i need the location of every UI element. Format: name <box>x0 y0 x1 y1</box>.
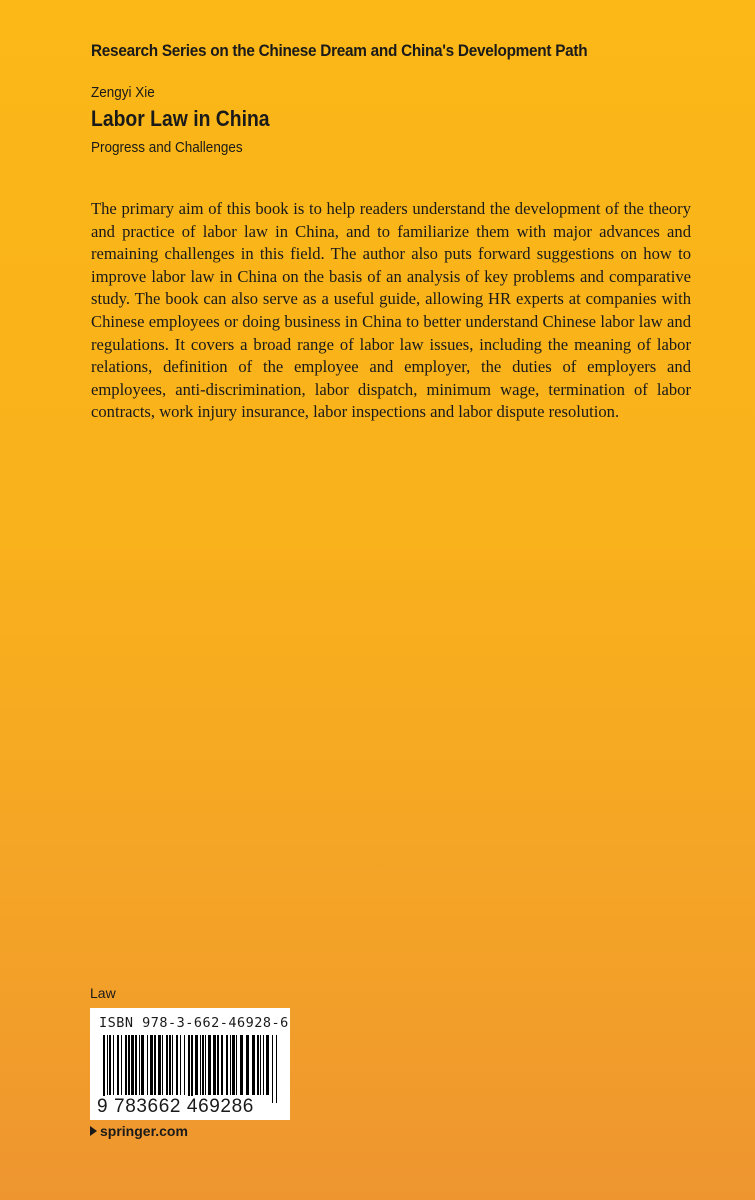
barcode-bar <box>236 1035 237 1095</box>
barcode-bar <box>135 1035 137 1095</box>
barcode-block <box>90 1008 290 1120</box>
barcode-bar <box>117 1035 119 1095</box>
barcode-bar <box>217 1035 219 1095</box>
barcode-bar <box>176 1035 178 1095</box>
barcode-bar <box>113 1035 114 1095</box>
publisher-link-label: springer.com <box>100 1123 188 1139</box>
barcode-bar <box>169 1035 171 1095</box>
barcode-bar <box>252 1035 255 1095</box>
barcode-bar <box>232 1035 235 1095</box>
barcode-bar <box>230 1035 231 1095</box>
barcode-bar <box>141 1035 144 1095</box>
barcode-icon <box>101 1035 281 1103</box>
barcode-bar <box>125 1035 127 1095</box>
barcode-bar <box>208 1035 211 1095</box>
barcode-bar <box>154 1035 156 1095</box>
barcode-bar <box>162 1035 163 1095</box>
arrow-right-icon <box>90 1126 97 1136</box>
ean-digits: 9 783662 469286 <box>97 1096 254 1117</box>
book-description: The primary aim of this book is to help readers understand the development of the theory and practice of labor law in China, and to familiarize them with major advances and remaining challenges in this field. The author also puts forward suggestions on how to improve labor law in China on the basis of an analysis of key problems and comparative study. The book can also serve as a useful guide, allowing HR experts at companies with Chinese employees or doing business in China to better understand Chinese labor law and regulations. It covers a broad range of labor law issues, including the meaning of labor relations, definition of the employee and employer, the duties of employers and employees, anti-discrimination, labor dispatch, minimum wage, termination of labor contracts, work injury insurance, labor inspections and labor dispute resolution. <box>91 199 691 422</box>
barcode-bar <box>240 1035 243 1095</box>
barcode-bar <box>128 1035 130 1095</box>
barcode-bar <box>263 1035 264 1095</box>
barcode-bar <box>103 1035 105 1103</box>
barcode-bar <box>121 1035 122 1095</box>
barcode-bar <box>172 1035 173 1095</box>
barcode-bar <box>188 1035 190 1103</box>
author-name: Zengyi Xie <box>91 84 155 101</box>
barcode-bar <box>150 1035 153 1095</box>
barcode-bar <box>107 1035 108 1095</box>
subject-category: Law <box>90 985 116 1001</box>
barcode-bar <box>180 1035 181 1095</box>
barcode-bar <box>260 1035 261 1095</box>
series-title: Research Series on the Chinese Dream and China's Development Path <box>91 42 588 60</box>
publisher-link[interactable] <box>90 1123 188 1139</box>
barcode-bar <box>166 1035 168 1095</box>
barcode-bar <box>131 1035 134 1095</box>
isbn-label: ISBN 978-3-662-46928-6 <box>99 1015 289 1031</box>
barcode-bar <box>195 1035 198 1095</box>
barcode-bar <box>147 1035 148 1095</box>
barcode-bar <box>272 1035 273 1103</box>
barcode-bar <box>276 1035 277 1103</box>
barcode-bar <box>226 1035 228 1095</box>
book-subtitle: Progress and Challenges <box>91 139 243 156</box>
barcode-bar <box>184 1035 185 1095</box>
barcode-bar <box>139 1035 140 1095</box>
barcode-bar <box>200 1035 201 1095</box>
barcode-bar <box>257 1035 259 1095</box>
barcode-bar <box>202 1035 204 1095</box>
barcode-bar <box>221 1035 223 1095</box>
barcode-bar <box>191 1035 193 1103</box>
barcode-bar <box>266 1035 269 1095</box>
barcode-bar <box>109 1035 111 1095</box>
barcode-bar <box>158 1035 161 1095</box>
barcode-bar <box>246 1035 249 1095</box>
barcode-bar <box>205 1035 206 1095</box>
barcode-bar <box>213 1035 216 1095</box>
book-title: Labor Law in China <box>91 106 270 131</box>
